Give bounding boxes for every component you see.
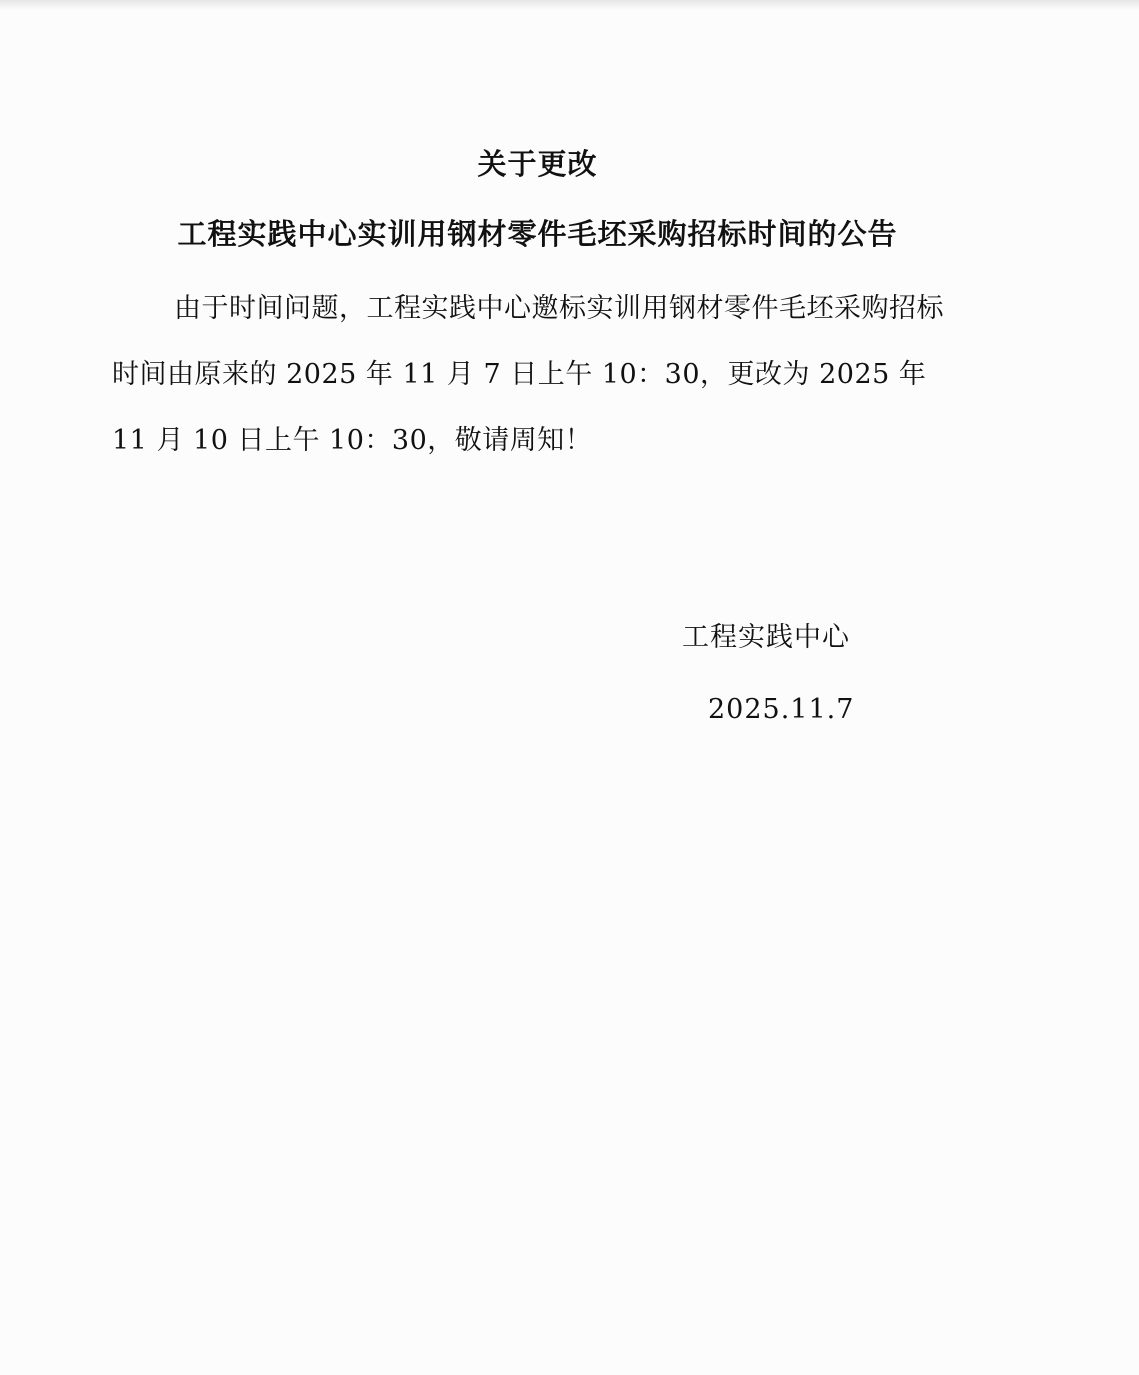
- scan-edge: [0, 0, 1139, 10]
- notice-title-line1: 关于更改: [477, 147, 598, 181]
- signature-organization: 工程实践中心: [682, 622, 850, 653]
- notice-title-line2: 工程实践中心实训用钢材零件毛坯采购招标时间的公告: [177, 217, 898, 251]
- notice-body: 由于时间问题，工程实践中心邀标实训用钢材零件毛坯采购招标时间由原来的 2025 年 11 月 7 日上午 10：30，更改为 2025 年 11 月 10 日上午 10：30，敬请周知！: [112, 293, 944, 456]
- signature-date: 2025.11.7: [708, 694, 855, 725]
